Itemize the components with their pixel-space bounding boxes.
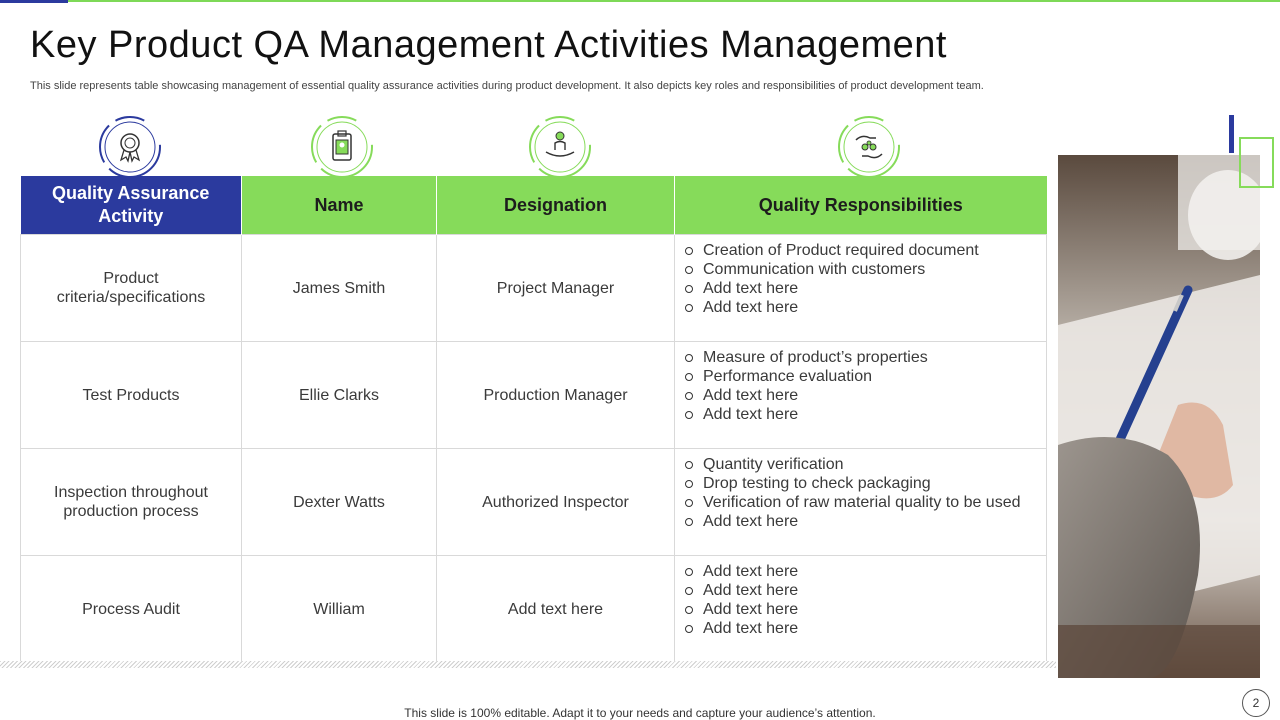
top-accent-line xyxy=(0,0,1280,2)
responsibilities-cell xyxy=(675,449,1047,556)
footer-note: This slide is 100% editable. Adapt it to your needs and capture your audience’s attention. xyxy=(404,706,876,720)
table-row xyxy=(21,342,1047,449)
slide-subtitle: This slide represents table showcasing management of essential quality assurance activities during product development. It also depicts key roles and responsibilities of product development team. xyxy=(30,80,984,92)
list-item: Add text here xyxy=(683,279,1038,298)
designation-cell: Project Manager xyxy=(437,235,675,342)
activity-cell: Product criteria/specifications xyxy=(21,235,242,342)
header-activity: Quality Assurance Activity xyxy=(21,176,242,235)
list-item: Quantity verification xyxy=(683,455,1038,474)
qa-activities-table xyxy=(20,176,1047,664)
name-cell: Dexter Watts xyxy=(242,449,437,556)
list-item: Add text here xyxy=(683,600,1038,619)
id-badge-icon xyxy=(311,116,373,178)
list-item: Add text here xyxy=(683,405,1038,424)
list-item: Add text here xyxy=(683,298,1038,317)
header-designation: Designation xyxy=(437,176,675,235)
activity-cell: Inspection throughout production process xyxy=(21,449,242,556)
accent-green-frame xyxy=(1239,137,1274,188)
list-item: Performance evaluation xyxy=(683,367,1038,386)
page-number: 2 xyxy=(1242,689,1270,717)
list-item: Verification of raw material quality to be used xyxy=(683,493,1038,512)
name-cell: William xyxy=(242,556,437,664)
top-accent-blue xyxy=(0,0,68,3)
name-cell: James Smith xyxy=(242,235,437,342)
header-responsibilities: Quality Responsibilities xyxy=(675,176,1047,235)
table-row xyxy=(21,449,1047,556)
activity-cell: Test Products xyxy=(21,342,242,449)
accent-blue-bar xyxy=(1229,115,1234,153)
list-item: Drop testing to check packaging xyxy=(683,474,1038,493)
list-item: Add text here xyxy=(683,619,1038,638)
responsibilities-cell xyxy=(675,342,1047,449)
table-row xyxy=(21,556,1047,664)
responsibilities-cell xyxy=(675,556,1047,664)
hatched-divider xyxy=(0,661,1056,668)
table-row xyxy=(21,235,1047,342)
activity-cell: Process Audit xyxy=(21,556,242,664)
list-item: Add text here xyxy=(683,512,1038,531)
header-name: Name xyxy=(242,176,437,235)
designation-cell: Add text here xyxy=(437,556,675,664)
list-item: Add text here xyxy=(683,386,1038,405)
list-item: Measure of product’s properties xyxy=(683,348,1038,367)
person-on-hand-icon xyxy=(529,116,591,178)
designation-cell: Authorized Inspector xyxy=(437,449,675,556)
writing-hand-photo xyxy=(1058,155,1260,678)
list-item: Add text here xyxy=(683,562,1038,581)
award-certificate-icon xyxy=(99,116,161,178)
list-item: Creation of Product required document xyxy=(683,241,1038,260)
list-item: Communication with customers xyxy=(683,260,1038,279)
responsibilities-cell xyxy=(675,235,1047,342)
name-cell: Ellie Clarks xyxy=(242,342,437,449)
hands-exchange-icon xyxy=(838,116,900,178)
list-item: Add text here xyxy=(683,581,1038,600)
designation-cell: Production Manager xyxy=(437,342,675,449)
slide-title: Key Product QA Management Activities Management xyxy=(30,24,947,66)
table-header-row xyxy=(21,176,1047,235)
